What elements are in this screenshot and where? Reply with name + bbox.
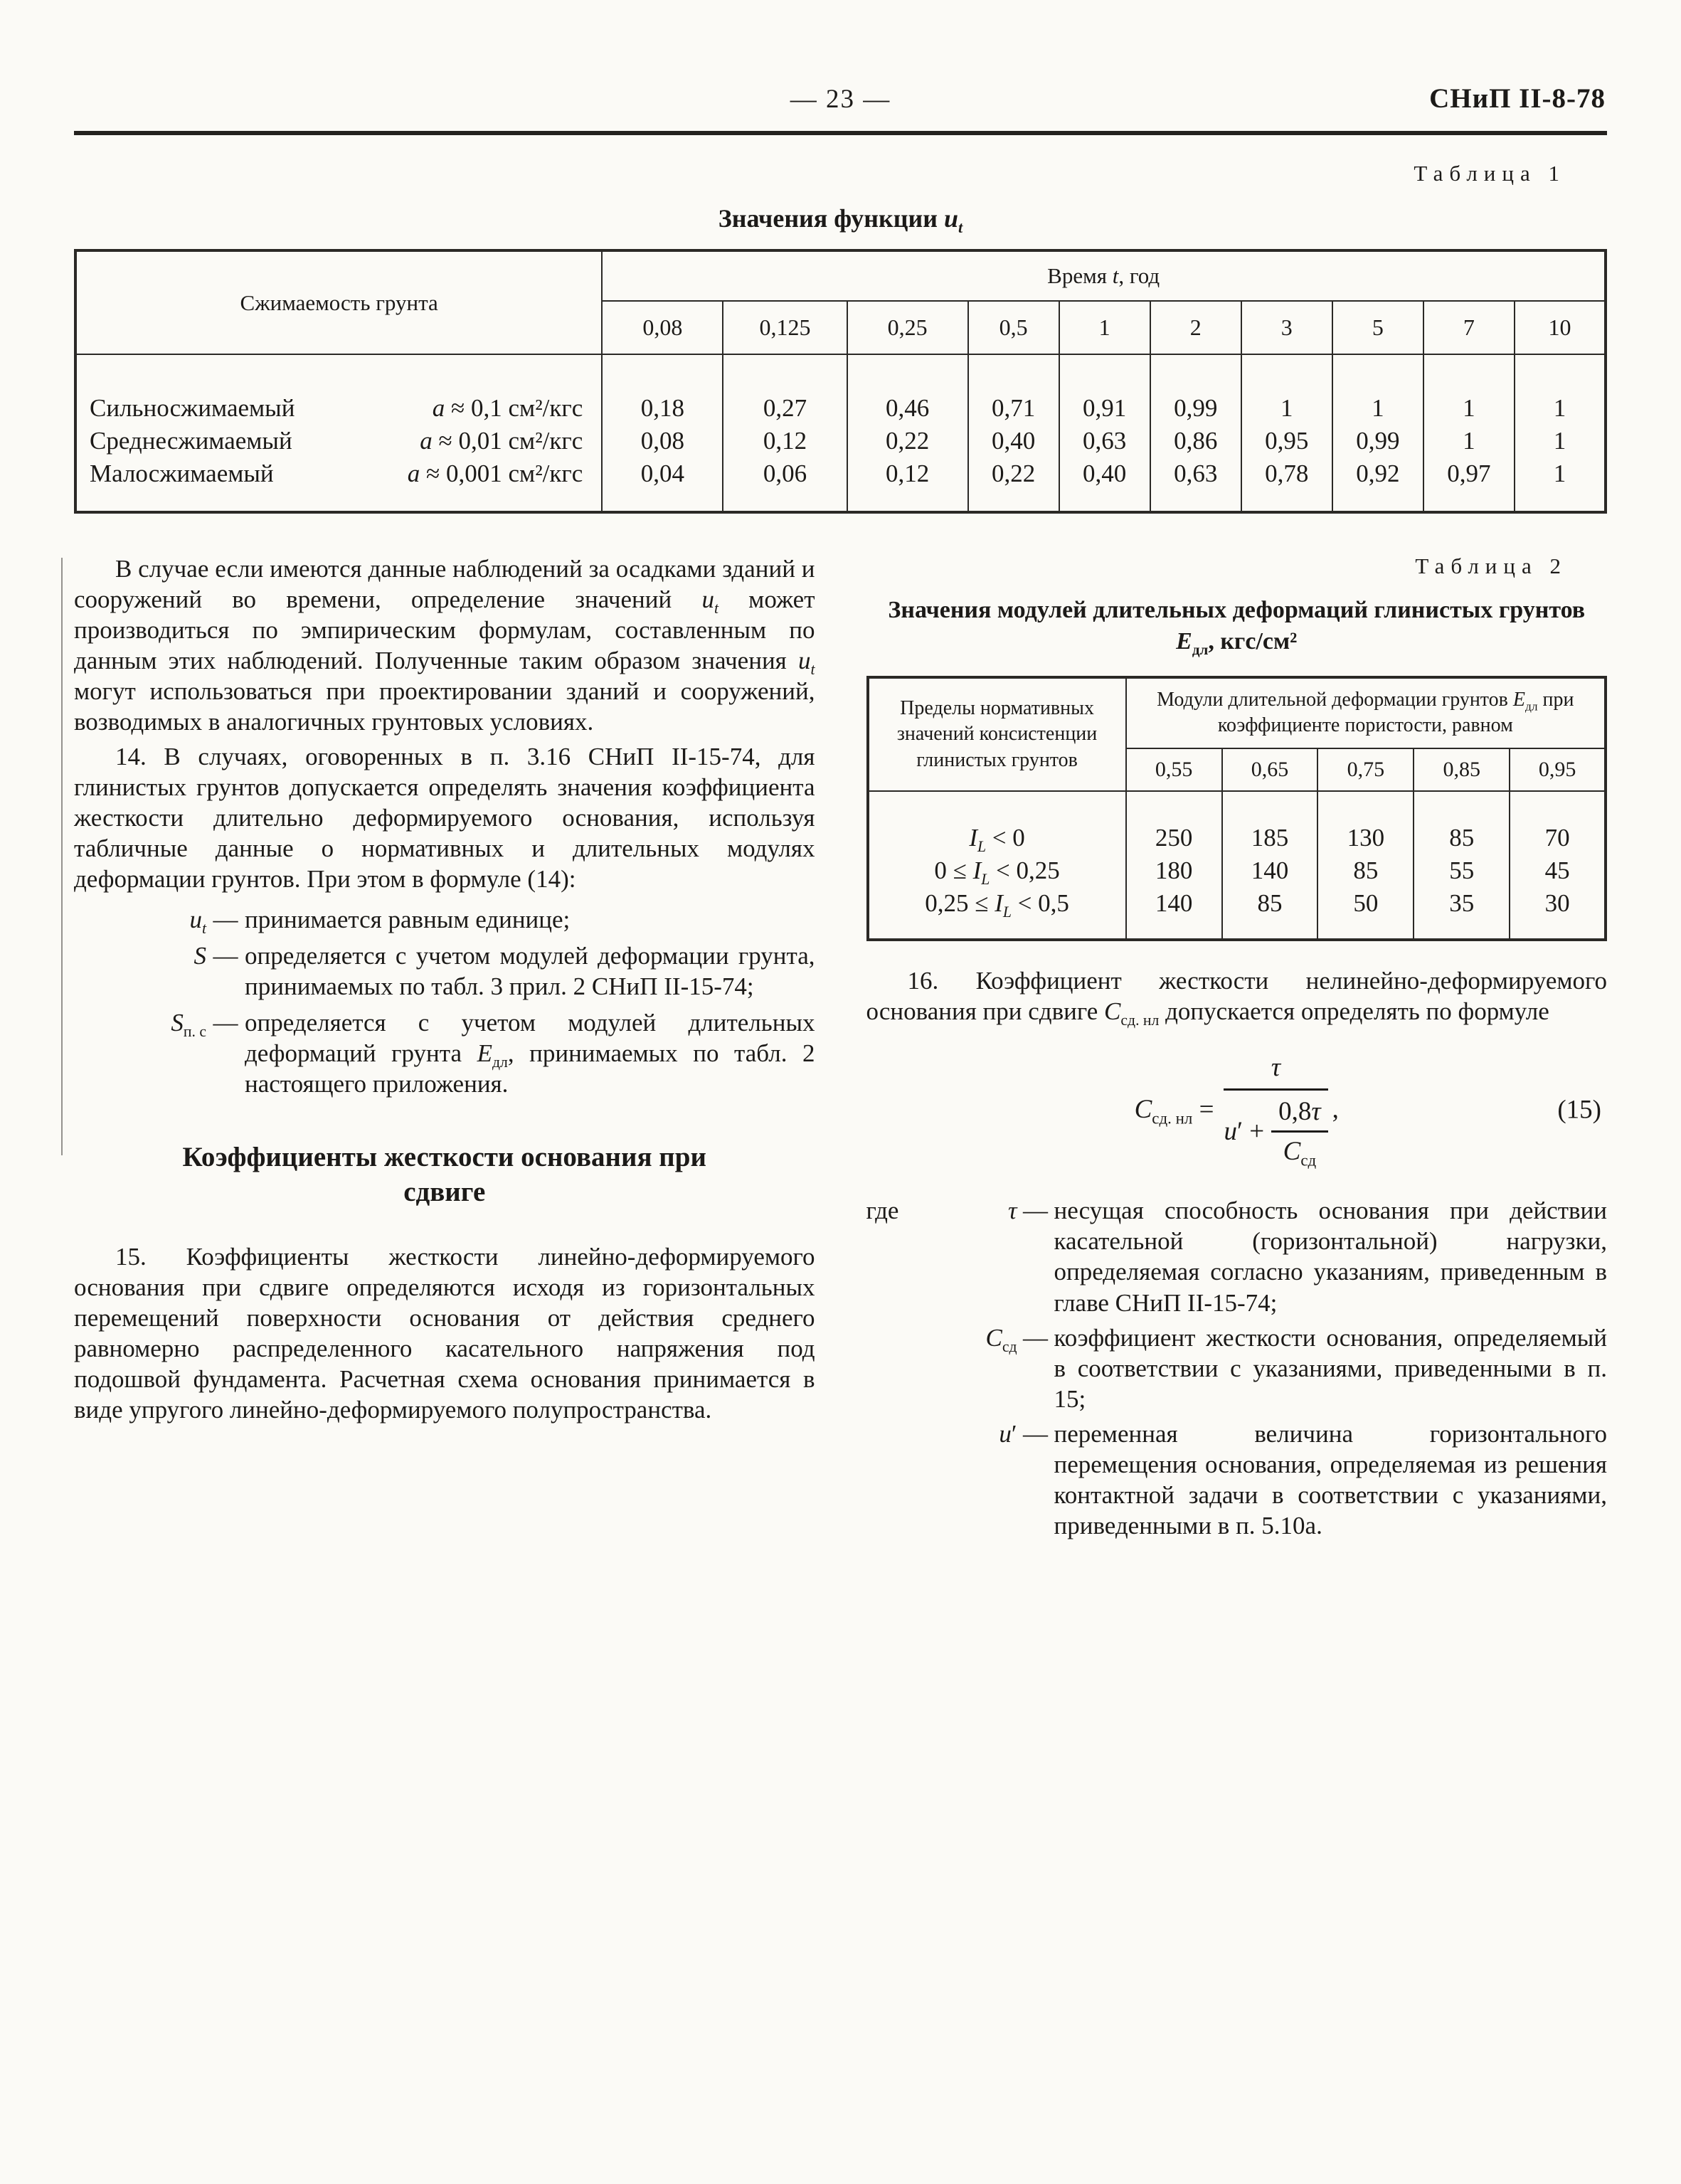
formula-15: [866, 1052, 1608, 1170]
table1-col-header: 2: [1150, 301, 1241, 354]
table1-cell: 0,12: [847, 457, 968, 511]
table1-cell: 0,86: [1150, 425, 1241, 457]
dash-glyph: —: [213, 906, 238, 934]
where-text: несущая способность основания при действии касательной (горизонтальной) нагрузки, определяемая согласно указаниям, приведенным в главе СНиП II-15-74;: [1054, 1197, 1607, 1317]
definition-term: $u_t$: [189, 906, 206, 938]
table1-cell: 0,78: [1241, 457, 1332, 511]
dash-glyph: —: [213, 1009, 238, 1037]
table1-cell: 0,97: [1423, 457, 1515, 511]
table1-row: [75, 425, 1606, 457]
table1-cell: 0,06: [723, 457, 847, 511]
formula-numerator: τ: [1271, 1053, 1281, 1083]
soil-type-label: Малосжимаемый: [90, 460, 274, 488]
table2-col-header: 0,55: [1126, 748, 1222, 791]
table1: [74, 249, 1607, 514]
table1-cell: 0,95: [1241, 425, 1332, 457]
table2-cell: 85: [1414, 791, 1510, 854]
table1-cell: 0,99: [1150, 354, 1241, 425]
table2-corner-header: Пределы нормативных значений консистенции глинистых грунтов: [868, 677, 1126, 791]
right-column: [866, 553, 1608, 1545]
table2-label: Таблица 2: [1415, 553, 1567, 578]
doc-code: СНиП II-8-78: [1429, 83, 1606, 114]
table1-cell: 0,92: [1332, 457, 1423, 511]
table1-col-header: 0,5: [968, 301, 1059, 354]
paragraph-ut-observations: В случае если имеются данные наблюдений за осадками зданий и сооружений во времени, определение значений $u_t$ может производиться по эмпирическим формулам, составленным по данным этих наблюдений. Полученные таким образом значения $u_t$ могут использоваться при проектировании зданий и сооружений, возводимых в аналогичных грунтовых условиях.: [74, 554, 815, 736]
formula-number: (15): [1557, 1095, 1601, 1125]
table2-row: [868, 791, 1606, 854]
table2-cell: 185: [1222, 791, 1318, 854]
definition-term: S: [193, 942, 206, 970]
table1-col-header: 5: [1332, 301, 1423, 354]
table1-row: [75, 457, 1606, 511]
where-text: коэффициент жесткости основания, определяемый в соответствии с указаниями, приведенными в п. 15;: [1054, 1323, 1607, 1413]
soil-type-spec: a ≈ 0,1 см²/кгс: [432, 394, 583, 422]
table2-cell: 50: [1317, 887, 1414, 940]
table2-cell: 250: [1126, 791, 1222, 854]
table1-cell: 0,91: [1059, 354, 1150, 425]
where-item-u-prime: [866, 1419, 1608, 1541]
table1-cell: 0,12: [723, 425, 847, 457]
table1-cell: 0,22: [847, 425, 968, 457]
table1-cell: 1: [1423, 425, 1515, 457]
table2-col-header: 0,65: [1222, 748, 1318, 791]
table1-cell: 0,46: [847, 354, 968, 425]
definition-text: определяется с учетом модулей длительных деформаций грунта $E_{дл}$, принимаемых по табл. 2 настоящего приложения.: [245, 1009, 815, 1098]
table2-row-label: $0 \le I_L < 0,25$: [868, 854, 1126, 887]
table1-row-name: [75, 354, 602, 425]
soil-type-spec: a ≈ 0,01 см²/кгс: [420, 427, 583, 455]
table2: [866, 676, 1608, 941]
table1-cell: 0,04: [602, 457, 723, 511]
header-rule: [74, 131, 1607, 135]
section-heading-shear-stiffness: Коэффициенты жесткости основания при сдвиге: [182, 1142, 706, 1208]
table2-group-header: Модули длительной деформации грунтов $E_{дл}$ при коэффициенте пористости, равном: [1126, 677, 1606, 748]
table1-cell: 1: [1423, 354, 1515, 425]
table1-cell: 0,71: [968, 354, 1059, 425]
dash-glyph: —: [1023, 1323, 1048, 1352]
table2-col-header: 0,75: [1317, 748, 1414, 791]
table1-row: [75, 354, 1606, 425]
table1-corner-header: Сжимаемость грунта: [75, 250, 602, 354]
table2-cell: 140: [1222, 854, 1318, 887]
table1-cell: 0,22: [968, 457, 1059, 511]
table2-cell: 35: [1414, 887, 1510, 940]
table1-cell: 0,08: [602, 425, 723, 457]
table1-cell: 0,63: [1059, 425, 1150, 457]
table1-cell: 0,27: [723, 354, 847, 425]
table1-cell: 1: [1241, 354, 1332, 425]
table1-cell: 0,40: [968, 425, 1059, 457]
table1-col-header: 7: [1423, 301, 1515, 354]
where-lead-spacer: [866, 1419, 933, 1541]
table2-cell: 85: [1222, 887, 1318, 940]
table2-cell: 70: [1510, 791, 1606, 854]
table2-cell: 140: [1126, 887, 1222, 940]
definition-s: [74, 940, 815, 1002]
table2-header-row: [868, 677, 1606, 748]
formula-fraction: [1224, 1052, 1327, 1170]
where-list: [866, 1195, 1608, 1541]
definition-text: принимается равным единице;: [245, 906, 571, 934]
page-header: [74, 84, 1607, 121]
table1-row-name: [75, 425, 602, 457]
table1-col-header: 3: [1241, 301, 1332, 354]
table1-row-name: [75, 457, 602, 511]
table1-cell: 0,18: [602, 354, 723, 425]
table2-cell: 30: [1510, 887, 1606, 940]
table1-col-header: 0,25: [847, 301, 968, 354]
definition-ut: [74, 904, 815, 938]
table2-cell: 180: [1126, 854, 1222, 887]
table1-cell: 0,40: [1059, 457, 1150, 511]
table2-row-label: $I_L < 0$: [868, 791, 1126, 854]
where-term: $C_{сд}$: [985, 1323, 1017, 1355]
where-item-csd: [866, 1322, 1608, 1414]
paragraph-item-14: 14. В случаях, оговоренных в п. 3.16 СНиП II-15-74, для глинистых грунтов допускается определять значения коэффициента жесткости длительно деформируемого основания, используя табличные данные о нормативных и длительных модулях деформации грунтов. При этом в формуле (14):: [74, 742, 815, 894]
formula-denominator-prefix: u′ +: [1224, 1117, 1265, 1147]
table2-title: Значения модулей длительных деформаций глинистых грунтов $E_{дл}$, кгс/см²: [888, 596, 1586, 658]
paragraph-item-15: 15. Коэффициенты жесткости линейно-деформируемого основания при сдвиге определяются исходя из горизонтальных перемещений поверхности основания от действия среднего равномерно распределенного касательного напряжения под подошвой фундамента. Расчетная схема основания принимается в виде упругого линейно-деформируемого полупространства.: [74, 1242, 815, 1424]
where-item-tau: [866, 1195, 1608, 1318]
formula-denominator: [1224, 1088, 1327, 1170]
where-label: где: [866, 1197, 899, 1225]
table1-col-header: 1: [1059, 301, 1150, 354]
formula-inner-denominator: $C_{сд}$: [1283, 1137, 1317, 1170]
table2-cell: 55: [1414, 854, 1510, 887]
definition-s-pc: [74, 1007, 815, 1099]
table1-time-group-header: Время t, год: [602, 250, 1606, 301]
dash-glyph: —: [213, 942, 238, 970]
dash-glyph: —: [1023, 1197, 1048, 1225]
table2-cell: 130: [1317, 791, 1414, 854]
soil-type-spec: a ≈ 0,001 см²/кгс: [407, 460, 583, 488]
dash-glyph: —: [1023, 1419, 1048, 1448]
table1-col-header: 10: [1515, 301, 1606, 354]
table2-cell: 85: [1317, 854, 1414, 887]
paragraph-item-16: 16. Коэффициент жесткости нелинейно-деформируемого основания при сдвиге $C_{сд. нл}$ допускается определять по формуле: [866, 967, 1607, 1029]
table1-col-header: 0,08: [602, 301, 723, 354]
table2-col-header: 0,85: [1414, 748, 1510, 791]
formula-inner-numerator: 0,8τ: [1271, 1096, 1328, 1133]
table1-cell: 1: [1515, 457, 1606, 511]
two-column-layout: [74, 553, 1607, 1545]
table1-label: Таблица 1: [1414, 161, 1566, 186]
table2-cell: 45: [1510, 854, 1606, 887]
where-term: τ: [1007, 1197, 1017, 1225]
soil-type-label: Среднесжимаемый: [90, 427, 292, 455]
definition-text: определяется с учетом модулей деформации грунта, принимаемых по табл. 3 прил. 2 СНиП II-15-74;: [245, 942, 815, 1001]
where-term: u′: [999, 1419, 1017, 1448]
table1-title: Значения функции $u_t$: [718, 204, 963, 237]
scan-artifact-line: [61, 558, 63, 1155]
table2-col-header: 0,95: [1510, 748, 1606, 791]
table2-row: [868, 854, 1606, 887]
definition-list: [74, 904, 815, 1099]
table2-row-label: $0,25 \le I_L < 0,5$: [868, 887, 1126, 940]
formula-lhs: $C_{сд. нл}$ =: [1134, 1095, 1214, 1128]
page-number: — 23 —: [790, 85, 891, 114]
definition-term: $S_{п. с}$: [171, 1009, 206, 1041]
soil-type-label: Сильносжимаемый: [90, 394, 295, 422]
table1-cell: 0,63: [1150, 457, 1241, 511]
formula-inner-fraction: [1271, 1096, 1328, 1170]
table2-row: [868, 887, 1606, 940]
table1-cell: 1: [1515, 425, 1606, 457]
left-column: [74, 553, 815, 1545]
where-lead-spacer: [866, 1322, 933, 1414]
table1-header-row: [75, 250, 1606, 301]
table1-cell: 1: [1515, 354, 1606, 425]
where-text: переменная величина горизонтального перемещения основания, определяемая из решения контактной задачи в соответствии с указаниями, приведенными в п. 5.10а.: [1054, 1419, 1607, 1539]
formula-trailing-comma: ,: [1332, 1095, 1339, 1125]
table1-cell: 1: [1332, 354, 1423, 425]
table1-cell: 0,99: [1332, 425, 1423, 457]
table1-col-header: 0,125: [723, 301, 847, 354]
